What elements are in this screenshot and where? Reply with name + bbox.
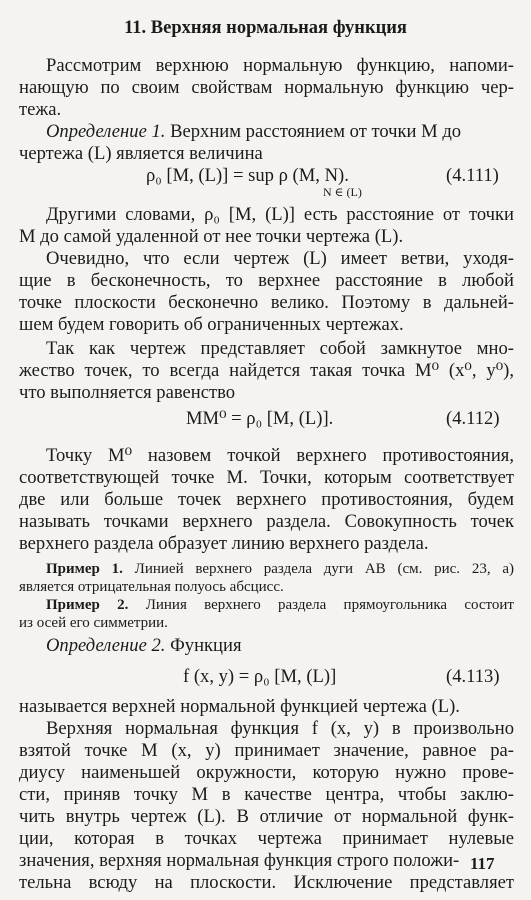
definition-1-line	[46, 121, 514, 143]
text-line: Очевидно, что если чертеж (L) имеет ветви, уходя-	[46, 248, 514, 269]
text-line: называется верхней нормальной функцией чертежа (L).	[19, 696, 460, 717]
text-line: взятой точке M (x, y) принимает значение, равное ра-	[19, 740, 514, 761]
equation-number: (4.112)	[446, 408, 500, 429]
text-line: Точку M⁰ назовем точкой верхнего противостояния,	[46, 445, 514, 466]
text-line: называть точками верхнего раздела. Совокупность точек	[19, 511, 514, 532]
example-label: Пример 2.	[46, 597, 129, 613]
equation-4-111: ρ₀ [M, (L)] = sup ρ (M, N).	[146, 165, 349, 186]
definition-text: Функция	[165, 635, 242, 656]
text-line: Рассмотрим верхнюю нормальную функцию, напоми-	[46, 55, 514, 76]
text-line: чертежа (L) является величина	[19, 143, 263, 164]
text-line: Так как чертеж представляет собой замкнутое мно-	[46, 338, 514, 359]
example-text: Линией верхнего раздела дуги AB (см. рис. 23, а)	[122, 561, 514, 577]
text-line: Верхняя нормальная функция f (x, y) в произвольно	[46, 718, 514, 739]
section-title: 11. Верхняя нормальная функция	[124, 18, 407, 38]
text-line: сти, приняв точку M в качестве центра, чтобы заклю-	[19, 784, 514, 805]
text-line: шем будем говорить об ограниченных чертежах.	[19, 314, 404, 335]
example-2-line	[46, 596, 514, 614]
text-line: щие в бесконечность, то верхнее расстояние в любой	[19, 270, 514, 291]
definition-2-line	[46, 635, 514, 657]
text-line: две или больше точек верхнего противостояния, будем	[19, 489, 514, 510]
example-1-line	[46, 560, 514, 578]
equation-4-113: f (x, y) = ρ₀ [M, (L)]	[183, 666, 337, 687]
text-line: тежа.	[19, 99, 62, 120]
text-line: Другими словами, ρ₀ [M, (L)] есть расстояние от точки	[46, 204, 514, 225]
equation-4-112: MM⁰ = ρ₀ [M, (L)].	[186, 408, 334, 429]
text-line: чить внутрь чертеж (L). В отличие от нормальной функ-	[19, 806, 514, 827]
page-number: 117	[470, 854, 495, 873]
text-line: тельна всюду на плоскости. Исключение представляет	[19, 872, 514, 893]
text-line: точке плоскости бесконечно велико. Поэтому в дальней-	[19, 292, 514, 313]
text-line: значения, верхняя нормальная функция строго положи-	[19, 850, 460, 871]
example-line: из осей его симметрии.	[19, 615, 168, 631]
text-line: верхнего раздела образует линию верхнего раздела.	[19, 533, 429, 554]
definition-label: Определение 1.	[46, 121, 166, 142]
text-line: соответствующей точке M. Точки, которым соответствует	[19, 467, 514, 488]
equation-number: (4.113)	[446, 666, 500, 687]
equation-number: (4.111)	[446, 165, 499, 186]
example-text: Линия верхнего раздела прямоугольника состоит	[128, 597, 514, 613]
text-line: M до самой удаленной от нее точки чертежа (L).	[19, 226, 404, 247]
text-line: ции, которая в точках чертежа принимает нулевые	[19, 828, 514, 849]
definition-text: Верхним расстоянием от точки M до	[165, 121, 462, 142]
example-label: Пример 1.	[46, 561, 123, 577]
text-line: жество точек, то всегда найдется такая точка M⁰ (x⁰, y⁰),	[19, 360, 514, 381]
text-line: что выполняется равенство	[19, 382, 236, 403]
text-line: диусу наименьшей окружности, которую нужно прове-	[19, 762, 514, 783]
equation-4-111-subscript: N ∈ (L)	[323, 185, 362, 199]
example-line: является отрицательная полуось абсцисс.	[19, 579, 284, 595]
definition-label: Определение 2.	[46, 635, 166, 656]
text-line: нающую по своим свойствам нормальную функцию чер-	[19, 77, 514, 98]
